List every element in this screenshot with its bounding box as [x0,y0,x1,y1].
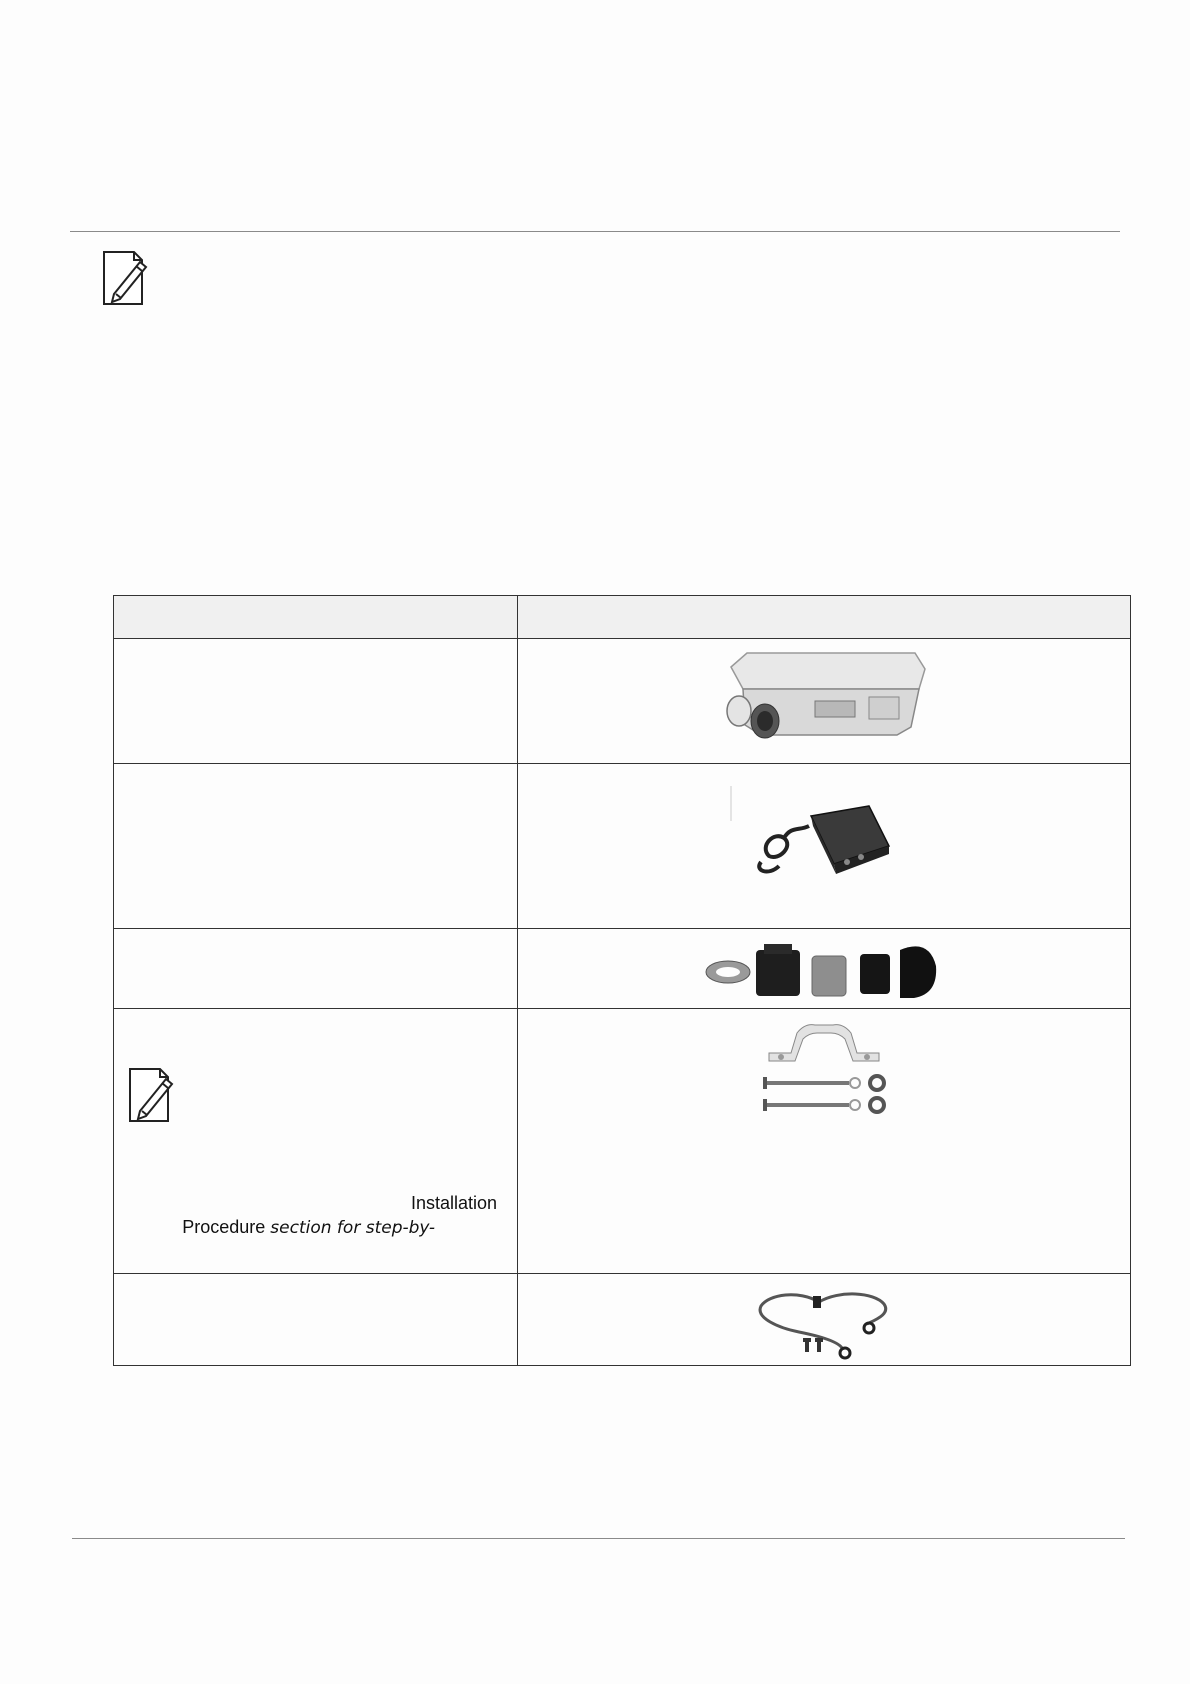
table-row [114,764,1131,929]
note-pencil-icon [100,248,154,308]
item-description-cell [114,764,518,929]
table-row [114,1009,1131,1274]
item-description-cell [114,1009,518,1274]
cable-gland-kit-image [704,936,944,1002]
reference-italic-tail: section for step-by- [270,1218,435,1238]
grounding-cable-image [749,1280,899,1360]
note-pencil-icon [126,1065,180,1130]
item-description-cell [114,929,518,1009]
item-image-cell [518,929,1131,1009]
header-divider [70,231,1120,232]
poe-adapter-image [729,776,919,916]
item-image-cell [518,764,1131,929]
pole-mount-bracket-image [719,1019,929,1119]
item-description-cell [114,639,518,764]
installation-procedure-reference [182,1191,497,1240]
reference-word-installation: Installation [410,1193,497,1213]
item-image-cell [518,1009,1131,1274]
device-unit-image [719,649,929,754]
table-row [114,639,1131,764]
table-row [114,929,1131,1009]
table-header-cell [518,596,1131,639]
table-header-cell [114,596,518,639]
item-description-cell [114,1274,518,1366]
item-image-cell [518,639,1131,764]
reference-word-procedure: Procedure [182,1217,266,1237]
package-contents-table [113,595,1131,1366]
footer-divider [72,1538,1125,1539]
item-image-cell [518,1274,1131,1366]
table-row [114,1274,1131,1366]
table-header-row [114,596,1131,639]
